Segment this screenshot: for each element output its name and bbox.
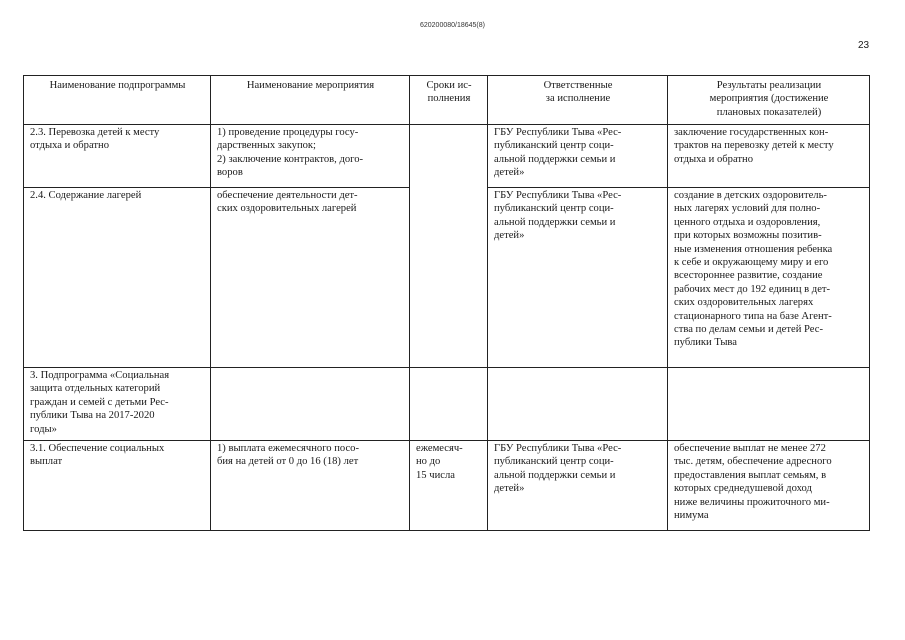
cell-responsible: ГБУ Республики Тыва «Рес- публиканский центр соци- альной поддержки семьи и детей» bbox=[488, 441, 668, 531]
cell-term bbox=[410, 188, 488, 368]
cell-term bbox=[410, 125, 488, 188]
table-row bbox=[24, 125, 870, 188]
cell-activity: обеспечение деятельности дет- ских оздоровительных лагерей bbox=[211, 188, 410, 368]
cell-subprogram: 2.4. Содержание лагерей bbox=[24, 188, 211, 368]
program-table bbox=[23, 75, 870, 531]
cell-subprogram: 2.3. Перевозка детей к месту отдыха и обратно bbox=[24, 125, 211, 188]
column-header-result: Результаты реализации мероприятия (достижение плановых показателей) bbox=[668, 76, 870, 125]
cell-term bbox=[410, 368, 488, 441]
column-header-term: Сроки ис- полнения bbox=[410, 76, 488, 125]
table-row bbox=[24, 188, 870, 368]
cell-result: создание в детских оздоровитель- ных лагерях условий для полно- ценного отдыха и оздоровления, при которых возможны позитив- ные изменения отношения ребенка к себе и окружающему миру и его всестороннее развитие, создание рабочих мест до 192 единиц в дет- ских оздоровительных лагерях стационарного типа на базе Агент- ства по делам семьи и детей Рес- публики Тыва bbox=[668, 188, 870, 368]
table-row bbox=[24, 368, 870, 441]
cell-result bbox=[668, 368, 870, 441]
table-header-row bbox=[24, 76, 870, 125]
cell-subprogram: 3.1. Обеспечение социальных выплат bbox=[24, 441, 211, 531]
cell-activity: 1) проведение процедуры госу- дарственных закупок; 2) заключение контрактов, дого- воров bbox=[211, 125, 410, 188]
cell-responsible: ГБУ Республики Тыва «Рес- публиканский центр соци- альной поддержки семьи и детей» bbox=[488, 125, 668, 188]
document-code: 620200080/18645(8) bbox=[419, 22, 485, 29]
column-header-subprogram: Наименование подпрограммы bbox=[24, 76, 211, 125]
cell-responsible bbox=[488, 368, 668, 441]
cell-result: заключение государственных кон- трактов на перевозку детей к месту отдыха и обратно bbox=[668, 125, 870, 188]
cell-activity: 1) выплата ежемесячного посо- бия на детей от 0 до 16 (18) лет bbox=[211, 441, 410, 531]
table-row bbox=[24, 441, 870, 531]
cell-result: обеспечение выплат не менее 272 тыс. детям, обеспечение адресного предоставления выплат семьям, в которых среднедушевой доход ниже величины прожиточного ми- нимума bbox=[668, 441, 870, 531]
cell-responsible: ГБУ Республики Тыва «Рес- публиканский центр соци- альной поддержки семьи и детей» bbox=[488, 188, 668, 368]
page-number: 23 bbox=[858, 40, 870, 51]
cell-term: ежемесяч- но до 15 числа bbox=[410, 441, 488, 531]
cell-activity bbox=[211, 368, 410, 441]
cell-subprogram: 3. Подпрограмма «Социальная защита отдельных категорий граждан и семей с детьми Рес- публики Тыва на 2017-2020 годы» bbox=[24, 368, 211, 441]
column-header-responsible: Ответственные за исполнение bbox=[488, 76, 668, 125]
column-header-activity: Наименование мероприятия bbox=[211, 76, 410, 125]
